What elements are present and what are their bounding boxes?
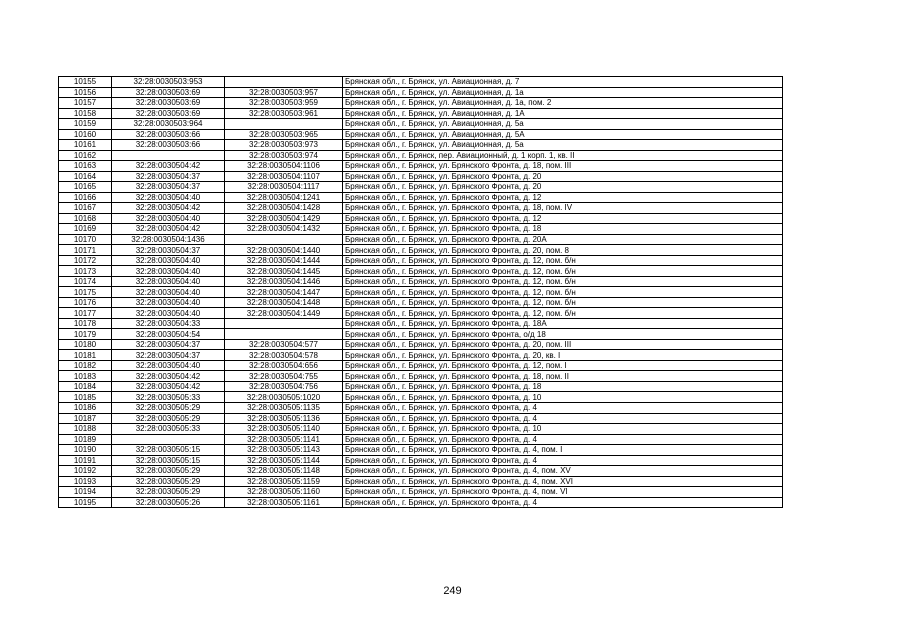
object-cadastral-number-cell: 32:28:0030503:973	[225, 140, 343, 151]
object-cadastral-number-cell: 32:28:0030505:1135	[225, 402, 343, 413]
address-cell: Брянская обл., г. Брянск, ул. Брянского Фронта, д. 20, пом. 8	[343, 245, 783, 256]
table-row	[59, 192, 783, 203]
land-cadastral-number-cell: 32:28:0030505:29	[112, 402, 225, 413]
object-cadastral-number-cell: 32:28:0030504:755	[225, 371, 343, 382]
object-cadastral-number-cell: 32:28:0030505:1148	[225, 466, 343, 477]
object-cadastral-number-cell: 32:28:0030505:1136	[225, 413, 343, 424]
address-cell: Брянская обл., г. Брянск, ул. Брянского Фронта, д. 4, пом. I	[343, 445, 783, 456]
page-number: 249	[443, 585, 462, 597]
land-cadastral-number-cell: 32:28:0030504:40	[112, 308, 225, 319]
address-cell: Брянская обл., г. Брянск, ул. Брянского Фронта, д. 12	[343, 192, 783, 203]
land-cadastral-number-cell: 32:28:0030504:40	[112, 192, 225, 203]
row-number-cell: 10184	[59, 381, 112, 392]
table-row	[59, 402, 783, 413]
object-cadastral-number-cell: 32:28:0030504:1449	[225, 308, 343, 319]
table-row	[59, 108, 783, 119]
row-number-cell: 10177	[59, 308, 112, 319]
table-row	[59, 224, 783, 235]
land-cadastral-number-cell: 32:28:0030505:33	[112, 424, 225, 435]
address-cell: Брянская обл., г. Брянск, ул. Брянского Фронта, д. 12	[343, 213, 783, 224]
land-cadastral-number-cell: 32:28:0030505:29	[112, 476, 225, 487]
row-number-cell: 10164	[59, 171, 112, 182]
table-row	[59, 308, 783, 319]
land-cadastral-number-cell: 32:28:0030503:964	[112, 119, 225, 130]
address-cell: Брянская обл., г. Брянск, ул. Брянского Фронта, д. 4	[343, 497, 783, 508]
object-cadastral-number-cell: 32:28:0030504:1429	[225, 213, 343, 224]
table-row	[59, 392, 783, 403]
table-row	[59, 360, 783, 371]
land-cadastral-number-cell: 32:28:0030505:33	[112, 392, 225, 403]
land-cadastral-number-cell: 32:28:0030504:37	[112, 350, 225, 361]
object-cadastral-number-cell: 32:28:0030504:1432	[225, 224, 343, 235]
land-cadastral-number-cell: 32:28:0030503:69	[112, 87, 225, 98]
land-cadastral-number-cell: 32:28:0030503:66	[112, 140, 225, 151]
object-cadastral-number-cell	[225, 119, 343, 130]
address-cell: Брянская обл., г. Брянск, ул. Брянского Фронта, о/д 18	[343, 329, 783, 340]
land-cadastral-number-cell: 32:28:0030504:54	[112, 329, 225, 340]
land-cadastral-number-cell: 32:28:0030503:69	[112, 108, 225, 119]
table-row	[59, 276, 783, 287]
address-cell: Брянская обл., г. Брянск, ул. Брянского Фронта, д. 20	[343, 171, 783, 182]
land-cadastral-number-cell	[112, 150, 225, 161]
row-number-cell: 10190	[59, 445, 112, 456]
row-number-cell: 10181	[59, 350, 112, 361]
address-cell: Брянская обл., г. Брянск, ул. Брянского Фронта, д. 12, пом. б/н	[343, 276, 783, 287]
address-cell: Брянская обл., г. Брянск, ул. Авиационная, д. 5а	[343, 119, 783, 130]
land-cadastral-number-cell: 32:28:0030504:42	[112, 381, 225, 392]
address-cell: Брянская обл., г. Брянск, ул. Брянского Фронта, д. 20А	[343, 234, 783, 245]
row-number-cell: 10191	[59, 455, 112, 466]
land-cadastral-number-cell: 32:28:0030505:26	[112, 497, 225, 508]
row-number-cell: 10163	[59, 161, 112, 172]
table-row	[59, 255, 783, 266]
object-cadastral-number-cell: 32:28:0030503:957	[225, 87, 343, 98]
row-number-cell: 10174	[59, 276, 112, 287]
row-number-cell: 10172	[59, 255, 112, 266]
address-cell: Брянская обл., г. Брянск, ул. Брянского Фронта, д. 18	[343, 224, 783, 235]
table-row	[59, 119, 783, 130]
land-cadastral-number-cell: 32:28:0030504:1436	[112, 234, 225, 245]
land-cadastral-number-cell	[112, 434, 225, 445]
object-cadastral-number-cell: 32:28:0030504:1107	[225, 171, 343, 182]
row-number-cell: 10165	[59, 182, 112, 193]
table-row	[59, 381, 783, 392]
object-cadastral-number-cell: 32:28:0030504:1447	[225, 287, 343, 298]
table-row	[59, 424, 783, 435]
table-row	[59, 445, 783, 456]
table-row	[59, 297, 783, 308]
address-cell: Брянская обл., г. Брянск, ул. Брянского Фронта, д. 20, пом. III	[343, 339, 783, 350]
row-number-cell: 10186	[59, 402, 112, 413]
table-row	[59, 339, 783, 350]
land-cadastral-number-cell: 32:28:0030504:37	[112, 171, 225, 182]
object-cadastral-number-cell: 32:28:0030503:965	[225, 129, 343, 140]
table-row	[59, 371, 783, 382]
row-number-cell: 10173	[59, 266, 112, 277]
address-cell: Брянская обл., г. Брянск, ул. Брянского Фронта, д. 4, пом. XV	[343, 466, 783, 477]
land-cadastral-number-cell: 32:28:0030505:29	[112, 413, 225, 424]
table-row	[59, 266, 783, 277]
object-cadastral-number-cell: 32:28:0030504:756	[225, 381, 343, 392]
address-cell: Брянская обл., г. Брянск, ул. Брянского Фронта, д. 18, пом. IV	[343, 203, 783, 214]
land-cadastral-number-cell: 32:28:0030504:40	[112, 213, 225, 224]
land-cadastral-number-cell: 32:28:0030503:953	[112, 77, 225, 88]
row-number-cell: 10169	[59, 224, 112, 235]
row-number-cell: 10155	[59, 77, 112, 88]
row-number-cell: 10180	[59, 339, 112, 350]
table-row	[59, 213, 783, 224]
land-cadastral-number-cell: 32:28:0030505:15	[112, 455, 225, 466]
land-cadastral-number-cell: 32:28:0030504:40	[112, 287, 225, 298]
row-number-cell: 10157	[59, 98, 112, 109]
object-cadastral-number-cell: 32:28:0030505:1020	[225, 392, 343, 403]
object-cadastral-number-cell: 32:28:0030504:1448	[225, 297, 343, 308]
table-row	[59, 77, 783, 88]
row-number-cell: 10182	[59, 360, 112, 371]
table-row	[59, 129, 783, 140]
object-cadastral-number-cell: 32:28:0030505:1159	[225, 476, 343, 487]
address-cell: Брянская обл., г. Брянск, ул. Брянского Фронта, д. 12, пом. б/н	[343, 255, 783, 266]
address-cell: Брянская обл., г. Брянск, ул. Брянского Фронта, д. 12, пом. I	[343, 360, 783, 371]
object-cadastral-number-cell: 32:28:0030504:1440	[225, 245, 343, 256]
row-number-cell: 10161	[59, 140, 112, 151]
land-cadastral-number-cell: 32:28:0030504:40	[112, 276, 225, 287]
object-cadastral-number-cell: 32:28:0030504:1445	[225, 266, 343, 277]
object-cadastral-number-cell: 32:28:0030504:1444	[225, 255, 343, 266]
address-cell: Брянская обл., г. Брянск, ул. Брянского Фронта, д. 12, пом. б/н	[343, 308, 783, 319]
object-cadastral-number-cell: 32:28:0030505:1143	[225, 445, 343, 456]
object-cadastral-number-cell: 32:28:0030504:1106	[225, 161, 343, 172]
table-row	[59, 87, 783, 98]
table-row	[59, 203, 783, 214]
address-cell: Брянская обл., г. Брянск, ул. Брянского Фронта, д. 12, пом. б/н	[343, 297, 783, 308]
row-number-cell: 10188	[59, 424, 112, 435]
row-number-cell: 10159	[59, 119, 112, 130]
address-cell: Брянская обл., г. Брянск, ул. Брянского Фронта, д. 10	[343, 424, 783, 435]
table-row	[59, 497, 783, 508]
address-cell: Брянская обл., г. Брянск, ул. Авиационная, д. 1а, пом. 2	[343, 98, 783, 109]
land-cadastral-number-cell: 32:28:0030504:40	[112, 266, 225, 277]
table-row	[59, 287, 783, 298]
row-number-cell: 10193	[59, 476, 112, 487]
land-cadastral-number-cell: 32:28:0030504:33	[112, 318, 225, 329]
row-number-cell: 10195	[59, 497, 112, 508]
land-cadastral-number-cell: 32:28:0030504:37	[112, 339, 225, 350]
table-row	[59, 171, 783, 182]
address-cell: Брянская обл., г. Брянск, ул. Брянского Фронта, д. 18, пом. III	[343, 161, 783, 172]
object-cadastral-number-cell: 32:28:0030503:974	[225, 150, 343, 161]
object-cadastral-number-cell: 32:28:0030503:961	[225, 108, 343, 119]
address-cell: Брянская обл., г. Брянск, ул. Брянского Фронта, д. 12, пом. б/н	[343, 266, 783, 277]
object-cadastral-number-cell: 32:28:0030504:577	[225, 339, 343, 350]
table-row	[59, 476, 783, 487]
object-cadastral-number-cell: 32:28:0030505:1161	[225, 497, 343, 508]
row-number-cell: 10183	[59, 371, 112, 382]
land-cadastral-number-cell: 32:28:0030503:66	[112, 129, 225, 140]
address-cell: Брянская обл., г. Брянск, ул. Брянского Фронта, д. 18, пом. II	[343, 371, 783, 382]
table-row	[59, 150, 783, 161]
table-row	[59, 413, 783, 424]
land-cadastral-number-cell: 32:28:0030505:15	[112, 445, 225, 456]
table-row	[59, 182, 783, 193]
row-number-cell: 10176	[59, 297, 112, 308]
table-row	[59, 329, 783, 340]
object-cadastral-number-cell: 32:28:0030504:1117	[225, 182, 343, 193]
row-number-cell: 10158	[59, 108, 112, 119]
object-cadastral-number-cell: 32:28:0030504:1428	[225, 203, 343, 214]
object-cadastral-number-cell: 32:28:0030505:1140	[225, 424, 343, 435]
row-number-cell: 10156	[59, 87, 112, 98]
table-row	[59, 245, 783, 256]
row-number-cell: 10166	[59, 192, 112, 203]
address-cell: Брянская обл., г. Брянск, ул. Авиационная, д. 7	[343, 77, 783, 88]
land-cadastral-number-cell: 32:28:0030504:40	[112, 297, 225, 308]
address-cell: Брянская обл., г. Брянск, ул. Авиационная, д. 1а	[343, 87, 783, 98]
address-cell: Брянская обл., г. Брянск, пер. Авиационный, д. 1 корп. 1, кв. II	[343, 150, 783, 161]
table-row	[59, 350, 783, 361]
table-row	[59, 466, 783, 477]
object-cadastral-number-cell: 32:28:0030504:1241	[225, 192, 343, 203]
row-number-cell: 10168	[59, 213, 112, 224]
address-cell: Брянская обл., г. Брянск, ул. Брянского Фронта, д. 4, пом. VI	[343, 487, 783, 498]
row-number-cell: 10175	[59, 287, 112, 298]
row-number-cell: 10179	[59, 329, 112, 340]
address-cell: Брянская обл., г. Брянск, ул. Брянского Фронта, д. 18А	[343, 318, 783, 329]
address-cell: Брянская обл., г. Брянск, ул. Брянского Фронта, д. 4	[343, 413, 783, 424]
row-number-cell: 10171	[59, 245, 112, 256]
row-number-cell: 10189	[59, 434, 112, 445]
object-cadastral-number-cell: 32:28:0030505:1144	[225, 455, 343, 466]
land-cadastral-number-cell: 32:28:0030504:42	[112, 371, 225, 382]
address-cell: Брянская обл., г. Брянск, ул. Брянского Фронта, д. 20	[343, 182, 783, 193]
address-cell: Брянская обл., г. Брянск, ул. Брянского Фронта, д. 4	[343, 455, 783, 466]
address-cell: Брянская обл., г. Брянск, ул. Брянского Фронта, д. 20, кв. I	[343, 350, 783, 361]
registry-table	[58, 76, 783, 508]
object-cadastral-number-cell	[225, 318, 343, 329]
object-cadastral-number-cell	[225, 234, 343, 245]
table-row	[59, 455, 783, 466]
address-cell: Брянская обл., г. Брянск, ул. Авиационная, д. 5А	[343, 129, 783, 140]
land-cadastral-number-cell: 32:28:0030504:37	[112, 245, 225, 256]
address-cell: Брянская обл., г. Брянск, ул. Брянского Фронта, д. 4, пом. XVI	[343, 476, 783, 487]
row-number-cell: 10167	[59, 203, 112, 214]
object-cadastral-number-cell	[225, 329, 343, 340]
object-cadastral-number-cell: 32:28:0030504:1446	[225, 276, 343, 287]
row-number-cell: 10192	[59, 466, 112, 477]
address-cell: Брянская обл., г. Брянск, ул. Авиационная, д. 1А	[343, 108, 783, 119]
row-number-cell: 10185	[59, 392, 112, 403]
table-row	[59, 234, 783, 245]
land-cadastral-number-cell: 32:28:0030504:42	[112, 224, 225, 235]
row-number-cell: 10178	[59, 318, 112, 329]
table-row	[59, 161, 783, 172]
land-cadastral-number-cell: 32:28:0030505:29	[112, 466, 225, 477]
registry-table-body	[59, 77, 783, 508]
table-row	[59, 318, 783, 329]
row-number-cell: 10160	[59, 129, 112, 140]
address-cell: Брянская обл., г. Брянск, ул. Брянского Фронта, д. 18	[343, 381, 783, 392]
object-cadastral-number-cell: 32:28:0030503:959	[225, 98, 343, 109]
object-cadastral-number-cell: 32:28:0030504:578	[225, 350, 343, 361]
land-cadastral-number-cell: 32:28:0030504:37	[112, 182, 225, 193]
land-cadastral-number-cell: 32:28:0030503:69	[112, 98, 225, 109]
land-cadastral-number-cell: 32:28:0030504:42	[112, 203, 225, 214]
land-cadastral-number-cell: 32:28:0030504:40	[112, 360, 225, 371]
object-cadastral-number-cell: 32:28:0030505:1160	[225, 487, 343, 498]
address-cell: Брянская обл., г. Брянск, ул. Брянского Фронта, д. 10	[343, 392, 783, 403]
row-number-cell: 10187	[59, 413, 112, 424]
row-number-cell: 10162	[59, 150, 112, 161]
address-cell: Брянская обл., г. Брянск, ул. Авиационная, д. 5а	[343, 140, 783, 151]
land-cadastral-number-cell: 32:28:0030504:42	[112, 161, 225, 172]
table-row	[59, 140, 783, 151]
address-cell: Брянская обл., г. Брянск, ул. Брянского Фронта, д. 12, пом. б/н	[343, 287, 783, 298]
address-cell: Брянская обл., г. Брянск, ул. Брянского Фронта, д. 4	[343, 402, 783, 413]
address-cell: Брянская обл., г. Брянск, ул. Брянского Фронта, д. 4	[343, 434, 783, 445]
object-cadastral-number-cell	[225, 77, 343, 88]
table-row	[59, 434, 783, 445]
table-row	[59, 487, 783, 498]
row-number-cell: 10194	[59, 487, 112, 498]
land-cadastral-number-cell: 32:28:0030504:40	[112, 255, 225, 266]
row-number-cell: 10170	[59, 234, 112, 245]
land-cadastral-number-cell: 32:28:0030505:29	[112, 487, 225, 498]
object-cadastral-number-cell: 32:28:0030505:1141	[225, 434, 343, 445]
table-row	[59, 98, 783, 109]
object-cadastral-number-cell: 32:28:0030504:656	[225, 360, 343, 371]
